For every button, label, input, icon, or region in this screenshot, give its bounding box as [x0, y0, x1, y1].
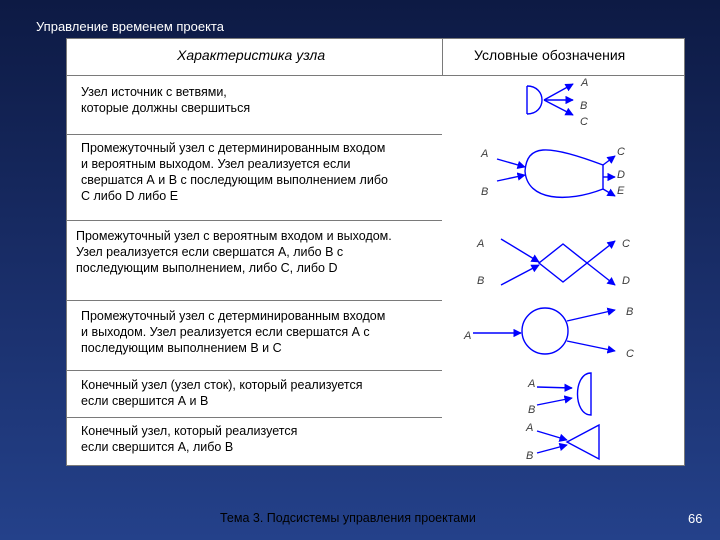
symbol-prob-in-out-node: [501, 239, 615, 285]
text-line: которые должны свершиться: [81, 101, 251, 115]
slide-footer: Тема 3. Подсистемы управления проектами: [220, 511, 476, 525]
text-line: свершатся А и В с последующим выполнением либо: [81, 173, 388, 187]
symbol-sink-node-and: [537, 373, 591, 415]
symbol-label: D: [622, 275, 630, 287]
symbol-label: C: [626, 348, 634, 360]
text-line: Узел источник с ветвями,: [81, 85, 227, 99]
page-number: 66: [688, 511, 703, 526]
text-line: Промежуточный узел с детерминированным входом: [81, 141, 386, 155]
text-line: Конечный узел, который реализуется: [81, 424, 298, 438]
text-line: Узел реализуется если свершатся А, либо В с: [76, 245, 344, 259]
symbol-source-node: [527, 84, 573, 115]
col-title-characteristic: Характеристика узла: [177, 47, 326, 63]
text-line: Конечный узел (узел сток), который реализуется: [81, 378, 363, 392]
symbol-label: C: [617, 146, 625, 158]
symbol-label: C: [622, 238, 630, 250]
symbol-label: C: [580, 116, 588, 128]
text-line: если свершится А, либо В: [81, 440, 234, 454]
text-line: С либо D либо Е: [81, 189, 179, 203]
text-line: Промежуточный узел с детерминированным входом: [81, 309, 386, 323]
text-line: последующим выполнением, либо С, либо D: [76, 261, 338, 275]
symbol-label: E: [617, 185, 625, 197]
symbol-label: A: [526, 422, 534, 434]
symbol-sink-node-or: [537, 425, 599, 459]
symbol-label: A: [528, 378, 536, 390]
symbol-label: B: [477, 275, 485, 287]
text-line: последующим выполнением В и С: [81, 341, 282, 355]
symbol-det-in-out-node: [473, 308, 615, 354]
node-legend-table: [66, 38, 685, 466]
symbol-det-in-prob-out-node: [497, 150, 615, 197]
text-line: Промежуточный узел с вероятным входом и выходом.: [76, 229, 392, 243]
symbol-label: B: [481, 186, 489, 198]
symbol-label: B: [526, 450, 534, 462]
text-line: и вероятным выходом. Узел реализуется если: [81, 157, 351, 171]
col-title-symbols: Условные обозначения: [474, 47, 626, 63]
symbol-label: A: [464, 330, 472, 342]
node-symbols-diagram: [67, 39, 684, 465]
symbol-label: B: [580, 100, 588, 112]
symbol-label: A: [477, 238, 485, 250]
text-line: если свершится А и В: [81, 394, 209, 408]
text-line: и выходом. Узел реализуется если свершатся А с: [81, 325, 370, 339]
symbol-label: B: [626, 306, 634, 318]
symbol-label: A: [481, 148, 489, 160]
slide-header: Управление временем проекта: [36, 19, 224, 34]
symbol-label: A: [581, 77, 589, 89]
symbol-label: D: [617, 169, 625, 181]
symbol-label: B: [528, 404, 536, 416]
